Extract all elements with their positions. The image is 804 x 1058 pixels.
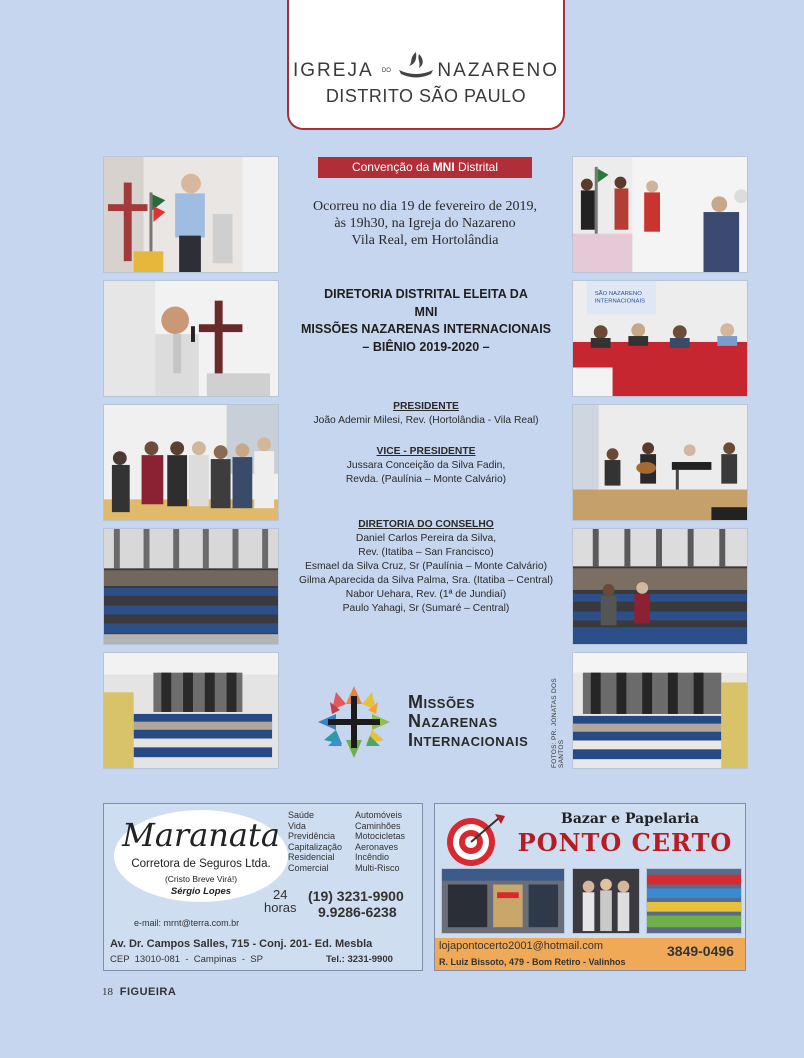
photo-head-table-projector <box>572 280 748 397</box>
photo-credit: FOTOS: PR. JONATAS DOS SANTOS <box>551 677 565 768</box>
insurance-item: Aeronaves <box>355 841 399 852</box>
mni-logo-text <box>408 693 558 750</box>
photo-store-front <box>441 868 565 934</box>
hours-word: horas <box>264 900 297 915</box>
council-section <box>282 518 570 616</box>
insurance-item: Multi-Risco <box>355 862 400 873</box>
photo-group-standing-prayer <box>103 404 279 521</box>
vice-president-section <box>282 445 570 487</box>
ponto-email: lojapontocerto2001@hotmail.com <box>439 940 604 952</box>
maranata-contact-name: Sérgio Lopes <box>170 886 232 897</box>
flame-icon <box>395 48 437 82</box>
photo-pastor-at-pulpit-cross <box>103 156 279 273</box>
council-heading: DIRETORIA DO CONSELHO <box>358 519 494 530</box>
council-line: Paulo Yahagi, Sr (Sumaré – Central) <box>342 603 510 614</box>
hours-badge <box>264 888 297 914</box>
page-footer <box>102 986 176 998</box>
ad-maranata <box>103 803 423 971</box>
board-heading-line: – BIÊNIO 2019-2020 – <box>362 339 490 354</box>
hours-number: 24 <box>273 887 288 902</box>
event-title-bold: MNI <box>432 160 455 174</box>
logo-word-igreja: IGREJA <box>293 60 373 81</box>
maranata-address: Av. Dr. Campos Salles, 715 - Conj. 201- Ed. Mesbla <box>110 938 373 950</box>
board-heading-line: MISSÕES NAZARENAS INTERNACIONAIS <box>300 322 552 336</box>
event-title-prefix: Convenção da <box>351 160 433 174</box>
president-section <box>282 400 570 428</box>
vice-president-heading: VICE - PRESIDENTE <box>376 446 476 457</box>
insurance-item: Incêndio <box>355 852 390 862</box>
council-line: Daniel Carlos Pereira da Silva, <box>355 533 497 544</box>
insurance-item: Saúde <box>288 810 315 820</box>
intro-line: Vila Real, em Hortolândia <box>351 233 499 248</box>
insurance-item: Motocicletas <box>355 831 406 841</box>
president-name: João Ademir Milesi, Rev. (Hortolândia - Vila Real) <box>313 415 539 426</box>
logo-word-nazareno: NAZARENO <box>437 60 559 81</box>
photo-store-shelves <box>646 868 742 934</box>
insurance-item: Caminhões <box>355 820 401 831</box>
photo-congregation-wide-right <box>572 652 748 769</box>
photo-speaker-microphone <box>103 280 279 397</box>
maranata-tel: Tel.: 3231-9900 <box>326 954 393 965</box>
ponto-address: R. Luiz Bissoto, 479 - Bom Retiro - Valinhos <box>439 957 626 967</box>
ponto-brand: PONTO CERTO <box>517 828 733 857</box>
maranata-company: Corretora de Seguros Ltda. <box>131 858 271 870</box>
insurance-item: Previdência <box>288 831 336 841</box>
insurance-item: Automóveis <box>355 810 403 820</box>
mni-logo-line: Missões <box>408 692 475 712</box>
insurance-item: Vida <box>288 820 306 831</box>
header-logo-panel <box>287 0 565 130</box>
maranata-oval <box>114 810 288 902</box>
ponto-phone: 3849-0496 <box>667 943 734 959</box>
maranata-email: e-mail: mrnt@terra.com.br <box>134 918 240 928</box>
event-intro <box>290 198 560 249</box>
council-line: Rev. (Itatiba – San Francisco) <box>358 547 494 558</box>
council-line: Esmael da Silva Cruz, Sr (Paulínia – Monte Calvário) <box>304 561 548 572</box>
photo-congregation-standing-right <box>572 528 748 645</box>
maranata-cep: CEP 13010-081 - Campinas - SP <box>110 954 263 965</box>
council-line: Gilma Aparecida da Silva Palma, Sra. (Itatiba – Central) <box>298 575 554 586</box>
projector-line-1: SÃO NAZARENO <box>594 290 642 297</box>
maranata-phone: (19) 3231-9900 <box>308 888 404 904</box>
board-heading <box>282 286 570 356</box>
mni-logo-line: Nazarenas <box>408 711 498 731</box>
logo-word-do: DO <box>381 67 391 74</box>
intro-line: às 19h30, na Igreja do Nazareno <box>334 216 516 231</box>
mni-globe-cross-icon <box>316 684 392 760</box>
photo-store-staff <box>572 868 640 934</box>
insurance-item: Residencial <box>288 852 335 862</box>
board-heading-line: DIRETORIA DISTRITAL ELEITA DA <box>324 287 528 301</box>
target-dart-icon <box>443 810 507 868</box>
intro-line: Ocorreu no dia 19 de fevereiro de 2019, <box>313 199 537 214</box>
insurance-list-2 <box>355 810 421 873</box>
council-line: Nabor Uehara, Rev. (1ª de Jundiaí) <box>345 589 507 600</box>
event-title-tag <box>318 157 532 178</box>
president-heading: PRESIDENTE <box>393 401 459 412</box>
page-number: 18 <box>102 986 113 998</box>
projector-line-2: INTERNACIONAIS <box>594 298 646 305</box>
event-title-suffix: Distrital <box>454 160 499 174</box>
ponto-contact-bar <box>435 938 745 971</box>
insurance-item: Capitalização <box>288 841 343 852</box>
photo-congregation-wide-left <box>103 652 279 769</box>
vice-president-line: Jussara Conceição da Silva Fadin, <box>346 460 506 471</box>
magazine-name: FIGUEIRA <box>119 986 177 998</box>
photo-congregation-pews-left <box>103 528 279 645</box>
maranata-mobile: 9.9286-6238 <box>318 904 397 920</box>
photo-worship-women-singing <box>572 156 748 273</box>
insurance-list-1 <box>288 810 354 873</box>
maranata-brand: Maranata <box>122 816 280 854</box>
district-name: DISTRITO SÃO PAULO <box>325 86 527 106</box>
ad-ponto-certo <box>434 803 746 971</box>
mni-logo-line: Internacionais <box>408 730 529 750</box>
vice-president-line: Revda. (Paulínia – Monte Calvário) <box>345 474 507 485</box>
insurance-item: Comercial <box>288 862 329 873</box>
ponto-subtitle: Bazar e Papelaria <box>560 811 700 827</box>
board-heading-line: MNI <box>414 304 438 319</box>
maranata-motto: (Cristo Breve Virá!) <box>164 874 238 884</box>
maranata-phones <box>308 888 404 920</box>
photo-musicians-stage <box>572 404 748 521</box>
